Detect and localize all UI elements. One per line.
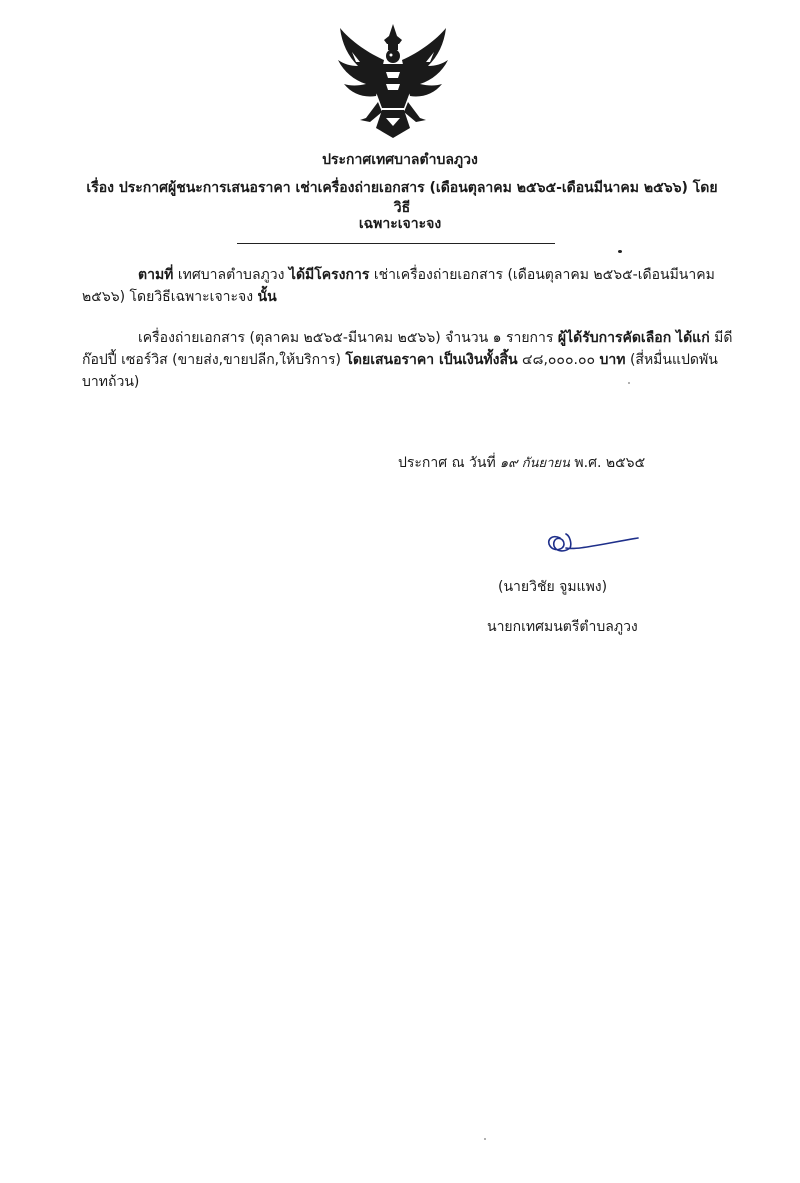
document-subject-continued: เฉพาะเจาะจง bbox=[358, 216, 442, 232]
signature-mark bbox=[542, 524, 642, 564]
p2-currency: บาท bbox=[599, 352, 626, 368]
p1-end: นั้น bbox=[257, 289, 277, 305]
ink-dot bbox=[618, 250, 622, 253]
date-year: พ.ศ. ๒๕๖๕ bbox=[569, 455, 646, 471]
p2-amount: ๔๘,๐๐๐.๐๐ bbox=[517, 352, 600, 368]
date-month: กันยายน bbox=[521, 456, 570, 471]
p2-item: เครื่องถ่ายเอกสาร (ตุลาคม ๒๕๖๕-มีนาคม ๒๕๖๖) จำนวน ๑ รายการ bbox=[138, 330, 558, 346]
p1-lead: ตามที่ bbox=[138, 267, 174, 283]
p2-selected-label: ผู้ได้รับการคัดเลือก ได้แก่ bbox=[557, 330, 710, 346]
scan-speck bbox=[484, 1138, 486, 1140]
announcement-date bbox=[398, 452, 645, 475]
p1-project-label: ได้มีโครงการ bbox=[288, 267, 370, 283]
paragraph-announcement bbox=[82, 264, 742, 308]
date-prefix: ประกาศ ณ วันที่ bbox=[398, 455, 496, 471]
document-subject: เรื่อง ประกาศผู้ชนะการเสนอราคา เช่าเครื่องถ่ายเอกสาร (เดือนตุลาคม ๒๕๖๕-เดือนมีนาคม ๒๕๖๖) โดยวิธี bbox=[86, 180, 718, 216]
p1-project: เช่าเครื่องถ่ายเอกสาร (เดือนตุลาคม ๒๕๖๕-เดือนมีนาคม ๒๕๖๖) โดยวิธีเฉพาะเจาะจง bbox=[82, 267, 715, 305]
p2-price-label: โดยเสนอราคา เป็นเงินทั้งสิ้น bbox=[345, 352, 518, 368]
date-day: ๑๙ bbox=[495, 456, 522, 471]
paragraph-winner bbox=[82, 327, 742, 393]
signer-name: (นายวิชัย จูมแพง) bbox=[498, 579, 608, 595]
scan-speck bbox=[628, 382, 630, 384]
signer-title: นายกเทศมนตรีตำบลภูวง bbox=[487, 619, 638, 635]
garuda-emblem-icon bbox=[336, 22, 450, 140]
p2-amount-words: (สี่หมื่นแปดพันบาทถ้วน) bbox=[82, 352, 718, 390]
p1-agency: เทศบาลตำบลภูวง bbox=[173, 267, 289, 283]
p2-vendor: มีดี ก๊อปปี้ เซอร์วิส (ขายส่ง,ขายปลีก,ให้บริการ) bbox=[82, 330, 733, 368]
document-title: ประกาศเทศบาลตำบลภูวง bbox=[322, 152, 478, 168]
divider-line bbox=[237, 243, 555, 244]
